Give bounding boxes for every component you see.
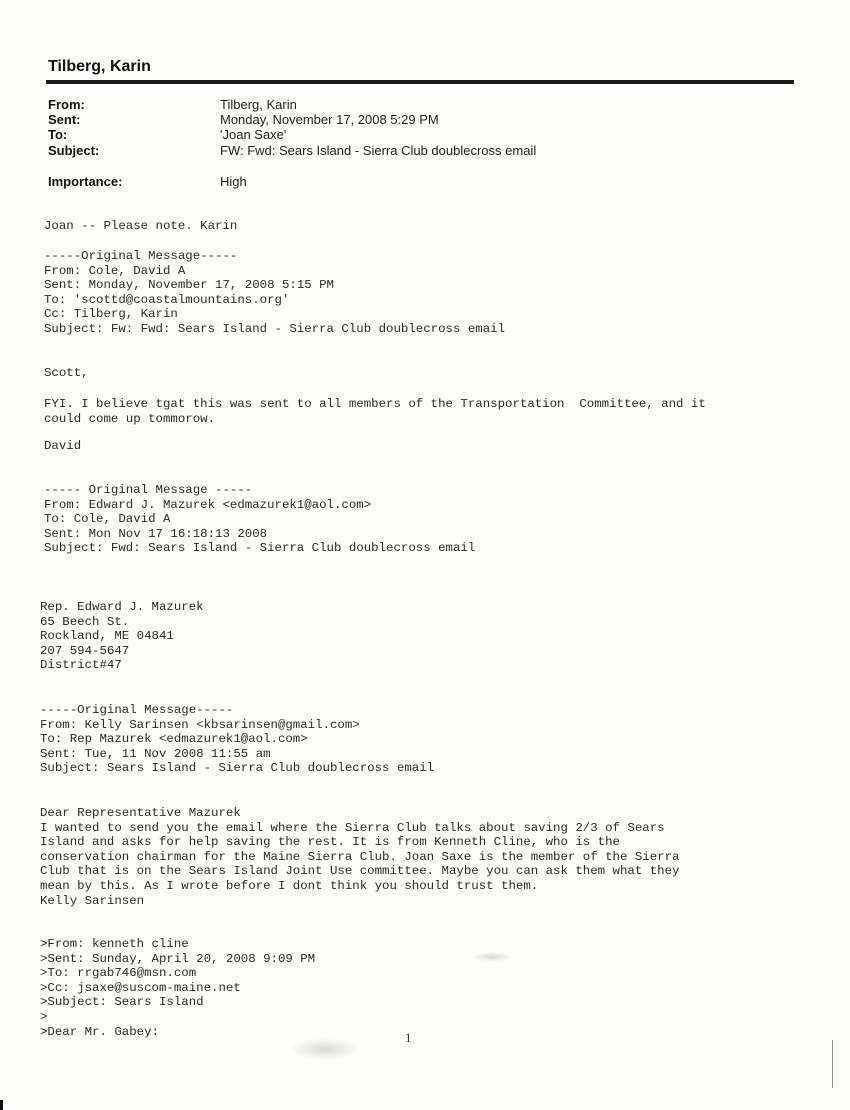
original-message-mazurek [44,483,475,556]
body-line: >Dear Mr. Gabey: [40,1024,159,1039]
scan-edge-mark [832,1040,833,1088]
body-line: Cc: Tilberg, Karin [44,307,178,322]
body-line: Club that is on the Sears Island Joint Use committee. Maybe you can ask them what they [40,864,680,879]
body-line: Subject: Fwd: Sears Island - Sierra Club doublecross email [44,541,476,556]
header-from-value: Tilberg, Karin [220,97,297,112]
mazurek-signature-block [40,600,204,673]
scan-smudge [290,1038,360,1060]
document-title: Tilberg, Karin [48,58,151,75]
body-line: -----Original Message----- [40,703,234,717]
body-line: Scott, [44,366,89,380]
original-message-cole [44,249,505,337]
header-subject-value: FW: Fwd: Sears Island - Sierra Club doublecross email [220,143,537,158]
importance-value: High [220,174,247,189]
header-sent-label: Sent: [48,112,81,127]
body-line: From: Cole, David A [44,263,186,278]
body-line: >Cc: jsaxe@suscom-maine.net [40,980,241,995]
body-line: > [40,1009,48,1024]
body-line: I wanted to send you the email where the Sierra Club talks about saving 2/3 of Sears [40,820,665,835]
body-line: David [44,439,82,453]
body-line: Sent: Mon Nov 17 16:18:13 2008 [44,526,268,541]
scan-smudge [470,952,514,962]
header-to-value: 'Joan Saxe' [220,127,287,142]
body-line: 207 594-5647 [40,643,130,658]
body-line: Dear Representative Mazurek [40,806,241,820]
body-line: Island and asks for help saving the rest. It is from Kenneth Cline, who is the [40,835,620,850]
body-line: mean by this. As I wrote before I dont think you should trust them. [40,878,539,893]
body-line: From: Kelly Sarinsen <kbsarinsen@gmail.com> [40,717,360,732]
body-line: Rep. Edward J. Mazurek [40,600,204,614]
body-line: Rockland, ME 04841 [40,629,174,644]
title-divider [46,80,794,84]
quoted-email-cline [40,937,315,1039]
body-line: Subject: Fw: Fwd: Sears Island - Sierra Club doublecross email [44,321,506,336]
body-line: To: 'scottd@coastalmountains.org' [44,292,290,307]
header-from-label: From: [48,97,85,112]
body-line: could come up tommorow. [44,411,216,426]
body-line: >Subject: Sears Island [40,995,204,1010]
body-line: Joan -- Please note. Karin [44,219,238,233]
body-line: Subject: Sears Island - Sierra Club doublecross email [40,761,435,776]
body-line: To: Rep Mazurek <edmazurek1@aol.com> [40,732,308,747]
fyi-paragraph [44,397,706,426]
header-subject-label: Subject: [48,143,100,158]
note-to-joan [44,219,237,234]
body-line: Kelly Sarinsen [40,893,145,908]
body-line: 65 Beech St. [40,614,130,629]
importance-label: Importance: [48,174,123,189]
sarinsen-letter [40,806,679,908]
header-to-label: To: [48,127,68,142]
page-number: 1 [405,1030,412,1045]
body-line: ----- Original Message ----- [44,483,253,497]
body-line: >From: kenneth cline [40,937,189,951]
body-line: From: Edward J. Mazurek <edmazurek1@aol.com> [44,497,372,512]
body-line: >Sent: Sunday, April 20, 2008 9:09 PM [40,951,316,966]
original-message-sarinsen [40,703,434,776]
scan-edge-mark [0,1100,3,1110]
body-line: District#47 [40,658,122,673]
body-line: conservation chairman for the Maine Sierra Club. Joan Saxe is the member of the Sierra [40,849,680,864]
greeting-scott [44,366,89,381]
body-line: To: Cole, David A [44,512,171,527]
body-line: FYI. I believe tgat this was sent to all members of the Transportation Committee, and it [44,397,706,411]
body-line: Sent: Tue, 11 Nov 2008 11:55 am [40,746,271,761]
body-line: >To: rrgab746@msn.com [40,966,197,981]
body-line: -----Original Message----- [44,249,238,263]
header-sent-value: Monday, November 17, 2008 5:29 PM [220,112,439,127]
signature-david [44,439,81,454]
body-line: Sent: Monday, November 17, 2008 5:15 PM [44,278,334,293]
